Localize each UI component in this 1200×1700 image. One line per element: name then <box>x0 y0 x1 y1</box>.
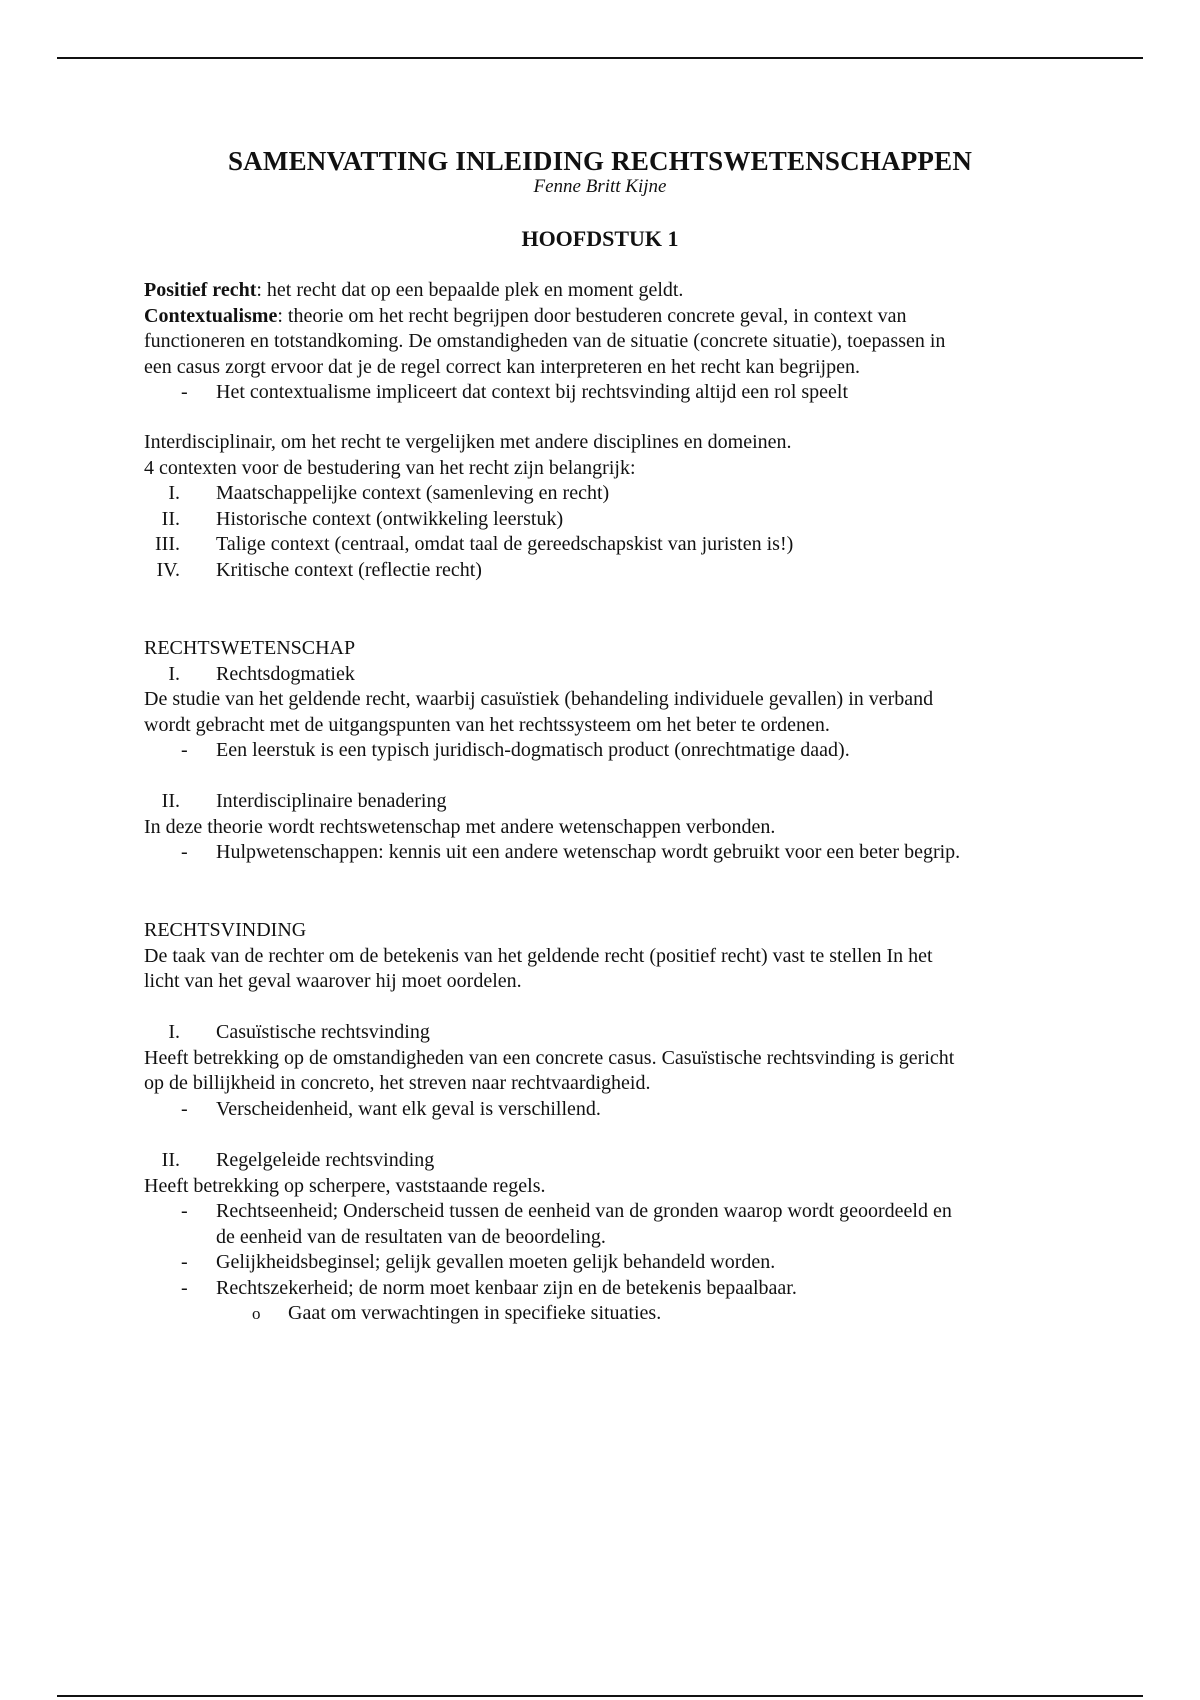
casuistische-rechtsvinding-section <box>144 1020 1054 1122</box>
dash-bullet: - <box>181 841 188 863</box>
dash-bullet: - <box>181 739 188 761</box>
section-heading: RECHTSWETENSCHAP <box>144 637 356 659</box>
bullet-item: - Verscheidenheid, want elk geval is verschillend. <box>144 1097 1054 1123</box>
sub-bullet-item: o Gaat om verwachtingen in specifieke situaties. <box>144 1301 1054 1327</box>
paragraph-line: De taak van de rechter om de betekenis van het geldende recht (positief recht) vast te stellen In het <box>144 944 933 967</box>
dash-bullet: - <box>181 1251 188 1273</box>
positief-recht-text: : het recht dat op een bepaalde plek en moment geldt. <box>256 279 684 301</box>
chapter-heading: HOOFDSTUK 1 <box>521 226 679 251</box>
paragraph-line: een casus zorgt ervoor dat je de regel correct kan interpreteren en het recht kan begrijpen. <box>144 355 860 378</box>
positief-recht-definition <box>144 278 1054 304</box>
bullet-item: - Hulpwetenschappen: kennis uit een andere wetenschap wordt gebruikt voor een beter begrip. <box>144 840 1054 866</box>
circle-bullet: o <box>252 1304 261 1323</box>
section-heading: RECHTSVINDING <box>144 919 307 941</box>
paragraph-line: op de billijkheid in concreto, het streven naar rechtvaardigheid. <box>144 1072 651 1094</box>
bottom-rule <box>57 1695 1143 1697</box>
dash-bullet: - <box>181 1097 188 1120</box>
paragraph-line: functioneren en totstandkoming. De omstandigheden van de situatie (concrete situatie), toepassen in <box>144 330 946 352</box>
contextualisme-definition <box>144 304 1054 330</box>
contextualisme-term: Contextualisme <box>144 304 278 327</box>
paragraph-line: 4 contexten voor de bestudering van het recht zijn belangrijk: <box>144 456 636 479</box>
paragraph-line: Heeft betrekking op scherpere, vaststaande regels. <box>144 1174 546 1197</box>
paragraph-line: In deze theorie wordt rechtswetenschap met andere wetenschappen verbonden. <box>144 815 776 838</box>
bullet-continuation: de eenheid van de resultaten van de beoordeling. <box>216 1225 606 1248</box>
top-rule <box>57 57 1143 59</box>
subsection-title: II. Regelgeleide rechtsvinding <box>161 1149 435 1171</box>
bullet-item: - Een leerstuk is een typisch juridisch-dogmatisch product (onrechtmatige daad). <box>144 738 1054 764</box>
paragraph-line: Interdisciplinair, om het recht te vergelijken met andere disciplines en domeinen. <box>144 431 792 453</box>
rechtsvinding-section <box>144 918 1054 995</box>
positief-recht-term: Positief recht <box>144 279 257 301</box>
dash-bullet: - <box>181 1276 188 1299</box>
paragraph-line: Heeft betrekking op de omstandigheden van een concrete casus. Casuïstische rechtsvinding is gericht <box>144 1046 955 1069</box>
regelgeleide-rechtsvinding-section <box>144 1148 1054 1327</box>
bullet-item: - Het contextualisme impliceert dat context bij rechtsvinding altijd een rol speelt <box>144 380 1054 406</box>
bullet-item: - Rechtszekerheid; de norm moet kenbaar zijn en de betekenis bepaalbaar. <box>144 1276 1054 1302</box>
context-item: II. Historische context (ontwikkeling leerstuk) <box>161 507 564 530</box>
subsection-title: I. Casuïstische rechtsvinding <box>168 1021 430 1043</box>
interdisciplinair-section <box>144 430 1054 583</box>
bullet-item: - Gelijkheidsbeginsel; gelijk gevallen moeten gelijk behandeld worden. <box>144 1250 1054 1276</box>
document-author: Fenne Britt Kijne <box>533 176 667 197</box>
rechtswetenschap-section <box>144 636 1054 764</box>
paragraph-line: licht van het geval waarover hij moet oordelen. <box>144 970 522 992</box>
paragraph-line: De studie van het geldende recht, waarbij casuïstiek (behandeling individuele gevallen) in verband <box>144 688 934 710</box>
intro-section <box>144 278 1054 406</box>
context-item: IV. Kritische context (reflectie recht) <box>156 558 482 581</box>
paragraph-line: wordt gebracht met de uitgangspunten van het rechtssysteem om het beter te ordenen. <box>144 713 830 736</box>
subsection-title: I. Rechtsdogmatiek <box>168 662 355 685</box>
document-title: SAMENVATTING INLEIDING RECHTSWETENSCHAPPEN <box>227 146 973 176</box>
contextualisme-text: : theorie om het recht begrijpen door bestuderen concrete geval, in context van <box>277 304 907 327</box>
context-item: I. Maatschappelijke context (samenleving en recht) <box>168 482 610 504</box>
dash-bullet: - <box>181 381 188 403</box>
context-item: III. Talige context (centraal, omdat taal de gereedschapskist van juristen is!) <box>155 533 794 555</box>
subsection-title: II. Interdisciplinaire benadering <box>161 790 447 812</box>
dash-bullet: - <box>181 1200 188 1222</box>
bullet-item: - Rechtseenheid; Onderscheid tussen de eenheid van de gronden waarop wordt geoordeeld en <box>144 1199 1054 1225</box>
interdisciplinaire-benadering-section <box>144 789 1054 866</box>
